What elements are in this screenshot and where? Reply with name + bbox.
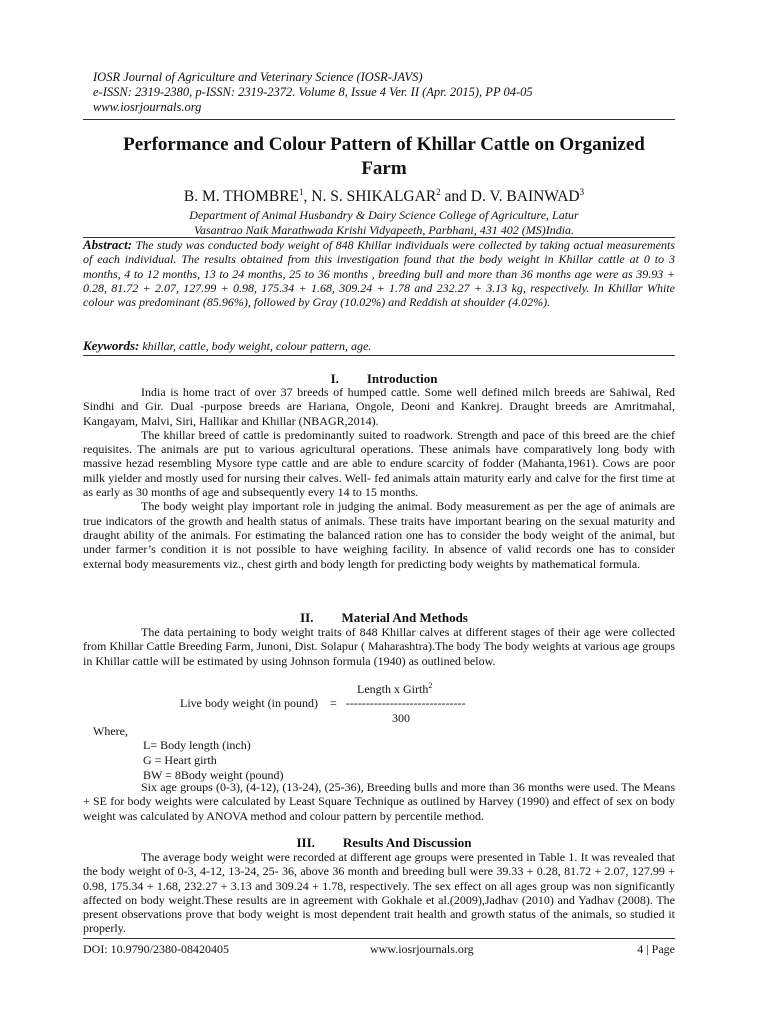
author-2: N. S. SHIKALGAR <box>311 188 437 206</box>
section-title: Material And Methods <box>341 610 468 625</box>
methods-body-2 <box>83 780 675 823</box>
definition-girth: G = Heart girth <box>143 753 217 767</box>
formula-numerator-text: Length x Girth <box>357 682 429 696</box>
definition-length: L= Body length (inch) <box>143 738 251 752</box>
author-sep: and <box>440 188 471 206</box>
section-heading-results <box>83 835 685 851</box>
journal-name: IOSR Journal of Agriculture and Veterinary Science (IOSR-JAVS) <box>93 70 423 84</box>
formula-denominator: 300 <box>392 711 410 725</box>
paper-title-line1: Performance and Colour Pattern of Khillar Cattle on Organized <box>123 134 645 155</box>
formula-lhs: Live body weight (in pound) = ------------------------------ <box>180 696 466 710</box>
header-rule <box>83 119 675 120</box>
footer-doi: DOI: 10.9790/2380-08420405 <box>83 942 229 956</box>
footer-page-number: 4 | Page <box>637 942 675 956</box>
keywords-label: Keywords: <box>83 338 140 353</box>
paragraph: Six age groups (0-3), (4-12), (13-24), (25-36), Breeding bulls and more than 36 months were used. The Means + SE for body weights were calculated by Least Square Technique as outlined by Harvey (1990) and effect of sex on body weight was calculated by ANOVA method and colour pattern by percentile method. <box>83 780 675 823</box>
author-3-sup: 3 <box>579 187 585 197</box>
footer-website: www.iosrjournals.org <box>370 942 474 956</box>
formula-exponent: 2 <box>428 681 433 690</box>
journal-website: www.iosrjournals.org <box>93 100 202 114</box>
introduction-body <box>83 385 675 571</box>
section-title: Introduction <box>366 371 438 386</box>
paragraph: India is home tract of over 37 breeds of humped cattle. Some well defined milch breeds are Sahiwal, Red Sindhi and Gir. Dual -purpose breeds are Hariana, Ongole, Deoni and Kankrej. Draught breeds are Amritmahal, Kangayam, Malvi, Siri, Hallikar and Khillar (NBAGR,2014). <box>83 385 675 428</box>
formula-numerator <box>357 681 432 697</box>
definition-weight: BW = 8Body weight (pound) <box>143 768 284 782</box>
abstract-label: Abstract: <box>83 237 133 252</box>
affiliation <box>83 208 685 238</box>
author-1: B. M. THOMBRE <box>183 188 300 206</box>
abstract <box>83 238 675 309</box>
paragraph: The data pertaining to body weight traits of 848 Khillar calves at different stages of their age were collected from Khillar Cattle Breeding Farm, Junoni, Dist. Solapur ( Maharashtra).The body The body weights at various age groups in Khillar cattle will be estimated by using Johnson formula (1940) as outlined below. <box>83 625 675 668</box>
affiliation-line2: Vasantrao Naik Marathwada Krishi Vidyapeeth, Parbhani, 431 402 (MS)India. <box>193 223 575 237</box>
journal-issn: e-ISSN: 2319-2380, p-ISSN: 2319-2372. Volume 8, Issue 4 Ver. II (Apr. 2015), PP 04-05 <box>93 85 533 99</box>
affiliation-line1: Department of Animal Husbandry & Dairy Science College of Agriculture, Latur <box>189 208 579 222</box>
section-title: Results And Discussion <box>342 835 472 850</box>
author-sep: , <box>303 188 312 206</box>
abstract-rule-bottom <box>83 355 675 356</box>
abstract-text: The study was conducted body weight of 848 Khillar individuals were collected by taking actual measurements of each individual. The results obtained from this investigation found that the body weight in Khillar cattle at 0 to 3 months, 4 to 12 months, 13 to 24 months, 25 to 36 months , breeding bull and more than 36 months age were as 39.93 + 0.28, 81.72 + 2.07, 127.99 + 0.98, 175.34 + 1.68, 309.24 + 1.78 and 232.27 + 3.13 kg, respectively. In Khillar White colour was predominant (85.96%), followed by Gray (10.02%) and Reddish at shoulder (4.02%). <box>83 238 675 310</box>
paper-title <box>83 133 685 181</box>
footer-rule <box>83 938 675 939</box>
author-1-sup: 1 <box>299 187 304 197</box>
paragraph: The average body weight were recorded at different age groups were presented in Table 1. It was revealed that the body weight of 0-3, 4-12, 13-24, 25- 36, above 36 month and breeding bull were 39.33 + 0.28, 81.72 + 2.07, 127.99 + 0.98, 175.34 + 1.68, 232.27 + 3.13 and 309.24 + 1.78, respectively. The sex effect on all ages group was non significantly affected on body weight.These results are in agreement with Gokhale et al.(2009),Jadhav (2010) and Yadhav (2008). The present observations prove that body weight is most dependent trait health and growth status of the animals, so studied it properly. <box>83 850 675 936</box>
author-3: D. V. BAINWAD <box>470 188 580 206</box>
section-number: II. <box>300 610 314 625</box>
section-number: I. <box>330 371 339 386</box>
journal-header <box>93 70 533 115</box>
variable-definitions <box>143 738 284 783</box>
paragraph: The body weight play important role in judging the animal. Body measurement as per the age of animals are true indicators of the growth and health status of animals. These traits have important bearing on the sexual maturity and draught ability of the animals. For estimating the balanced ration one has to consider the body weight of the animal, but under farmer’s condition it is not possible to have weighing facility. In absence of valid records one has to consider external body measurements viz., chest girth and body length for predicting body weights by mathematical formula. <box>83 499 675 571</box>
section-heading-methods <box>83 610 685 626</box>
results-body <box>83 850 675 936</box>
paper-title-line2: Farm <box>361 158 407 179</box>
keywords <box>83 338 675 354</box>
where-label: Where, <box>93 724 128 738</box>
keywords-text: khillar, cattle, body weight, colour pattern, age. <box>139 339 372 353</box>
section-number: III. <box>296 835 315 850</box>
author-2-sup: 2 <box>436 187 441 197</box>
methods-body <box>83 625 675 668</box>
authors <box>83 187 685 206</box>
paragraph: The khillar breed of cattle is predominantly suited to roadwork. Strength and pace of this breed are the chief requisites. The animals are put to various agricultural operations. These animals have comparatively long body with massive hezad resembling Mysore type cattle and are able to endure scarcity of fodder (Mahanta,1961). Cows are poor milk yielder and mostly used for nursing their calves. Well- fed animals attain maturity early and calve for the first time at as early as 30 months of age and subsequently every 14 to 15 months. <box>83 427 675 500</box>
